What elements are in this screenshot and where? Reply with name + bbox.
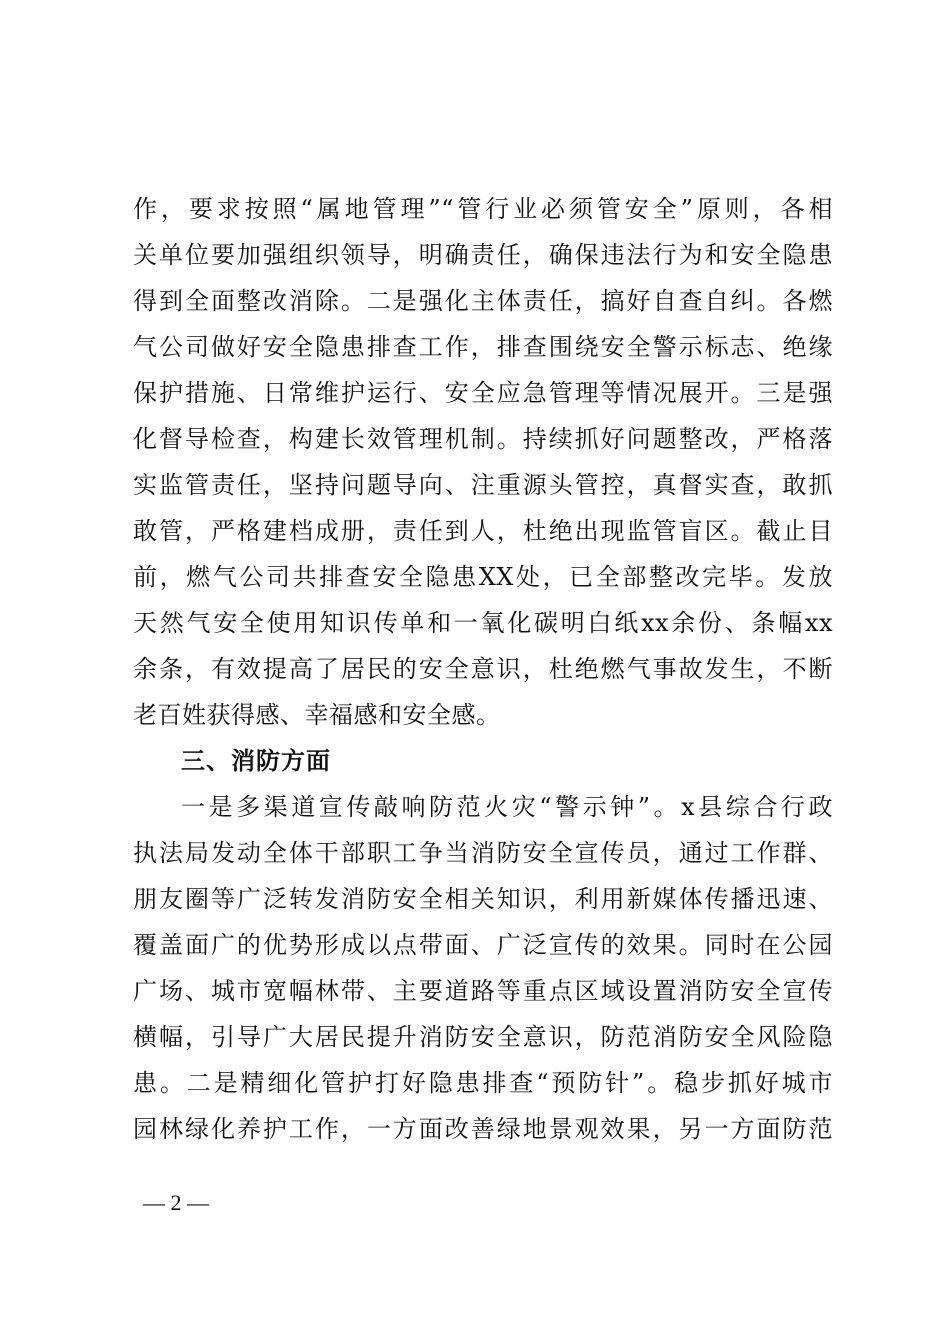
text-line: 朋友圈等广泛转发消防安全相关知识，利用新媒体传播迅速、 <box>133 885 833 913</box>
text-line: 患。二是精细化管护打好隐患排查“预防针”。稳步抓好城市 <box>133 1069 833 1097</box>
text-line: 余条，有效提高了居民的安全意识，杜绝燃气事故发生，不断 <box>133 655 833 683</box>
text-line: 化督导检查，构建长效管理机制。持续抓好问题整改，严格落 <box>133 425 833 453</box>
text-line: 得到全面整改消除。二是强化主体责任，搞好自查自纠。各燃 <box>133 287 833 315</box>
text-line: 横幅，引导广大居民提升消防安全意识，防范消防安全风险隐 <box>133 1023 833 1051</box>
text-line: 覆盖面广的优势形成以点带面、广泛宣传的效果。同时在公园 <box>133 931 833 959</box>
text-line: 敢管，严格建档成册，责任到人，杜绝出现监管盲区。截止目 <box>133 517 833 545</box>
text-line: 执法局发动全体干部职工争当消防安全宣传员，通过工作群、 <box>133 839 833 867</box>
text-line: 天然气安全使用知识传单和一氧化碳明白纸xx余份、条幅xx <box>133 609 833 637</box>
text-line: 一是多渠道宣传敲响防范火灾“警示钟”。x县综合行政 <box>181 793 833 821</box>
page-number: — 2 — <box>143 1190 209 1215</box>
text-line: 作，要求按照“属地管理”“管行业必须管安全”原则，各相 <box>133 195 833 223</box>
text-line: 老百姓获得感、幸福感和安全感。 <box>133 701 501 729</box>
text-line: 保护措施、日常维护运行、安全应急管理等情况展开。三是强 <box>133 379 833 407</box>
text-line: 实监管责任，坚持问题导向、注重源头管控，真督实查，敢抓 <box>133 471 833 499</box>
text-line: 广场、城市宽幅林带、主要道路等重点区域设置消防安全宣传 <box>133 977 833 1005</box>
text-line: 前，燃气公司共排查安全隐患XX处，已全部整改完毕。发放 <box>133 563 833 591</box>
section-heading: 三、消防方面 <box>181 747 331 775</box>
text-line: 园林绿化养护工作，一方面改善绿地景观效果，另一方面防范 <box>133 1115 833 1143</box>
text-line: 气公司做好安全隐患排查工作，排查围绕安全警示标志、绝缘 <box>133 333 833 361</box>
body-text <box>133 186 833 1152</box>
text-line: 关单位要加强组织领导，明确责任，确保违法行为和安全隐患 <box>133 241 833 269</box>
